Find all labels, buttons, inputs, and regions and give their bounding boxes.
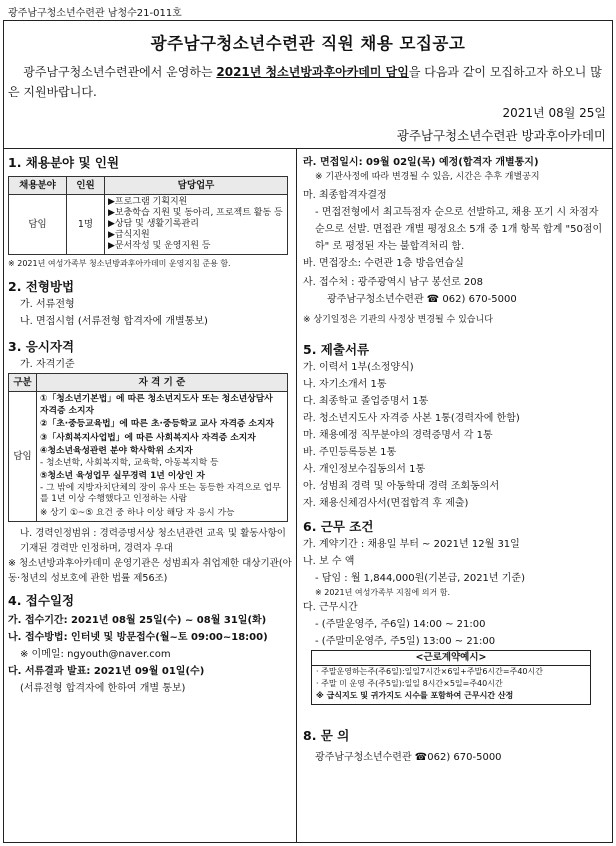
qualification-table <box>8 373 288 522</box>
application-email: ※ 이메일: ngyouth@naver.com <box>20 649 171 660</box>
interview-note: ※ 기관사정에 따라 변경될 수 있음, 시간은 추후 개별공지 <box>315 172 540 182</box>
section-2-title: 2. 전형방법 <box>8 279 75 294</box>
final-decision-detail: - 면접전형에서 최고득점자 순으로 선발하고, 채용 포기 시 차점자 순으로 선발. 면접관 개별 평정요소 5개 중 1개 항목 합계 "50점이하" 로 평정된 자는 불합격처리 함. <box>315 207 603 252</box>
qualification-cell <box>37 392 288 522</box>
duty-item: ▶급식지원 <box>108 230 150 240</box>
qualification-item: ③「사회복지사업법」에 따른 사회복지사 자격증 소지자 <box>40 432 256 443</box>
field-cell: 담임 <box>9 392 37 522</box>
qualification-item: ④청소년육성관련 분야 학사학위 소지자 <box>40 446 193 456</box>
list-item: 자. 채용신체검사서(면접합격 후 제출) <box>303 498 469 509</box>
table-header: 자 격 기 준 <box>37 374 288 392</box>
career-range: 나. 경력인정범위 : 경력증명서상 청소년관련 교육 및 활동사항이 기재된 경력만 인정하며, 경력자 우대 <box>20 528 286 554</box>
list-item: 아. 성범죄 경력 및 아동학대 경력 조회동의서 <box>303 481 500 492</box>
application-address: 사. 접수처 : 광주광역시 남구 봉선로 208 <box>303 277 483 288</box>
section-3-title: 3. 응시자격 <box>8 339 75 354</box>
table-header: 인원 <box>67 177 105 195</box>
result-announcement: 다. 서류결과 발표: 2021년 09월 01일(수) <box>8 666 205 677</box>
table-header: 채용분야 <box>9 177 67 195</box>
qualification-subtitle: 가. 자격기준 <box>20 359 75 370</box>
section-3-note: ※ 청소년방과후아카데미 운영기관은 성범죄자 취업제한 대상기관(아동·청년의 성보호에 관한 법률 제56조) <box>8 558 292 584</box>
work-hours-weekday: - (주말미운영주, 주5일) 13:00 ~ 21:00 <box>315 636 496 647</box>
contract-line: · 주말 미 운영 주(주5일):일일 8시간×5일=주40시간 <box>316 679 503 688</box>
issuing-org: 광주남구청소년수련관 방과후아카데미 <box>396 128 606 143</box>
application-method: 나. 접수방법: 인터넷 및 방문접수(월~토 09:00~18:00) <box>8 632 268 643</box>
list-item: 다. 최종학교 졸업증명서 1통 <box>303 396 429 407</box>
salary-detail: - 담임 : 월 1,844,000원(기본급, 2021년 기준) <box>315 573 525 584</box>
application-period: 가. 접수기간: 2021년 08월 25일(수) ~ 08월 31일(화) <box>8 615 267 626</box>
contract-line: · 주말운영하는주(주6일):일일7시간×6일+주말6시간=주40시간 <box>316 667 543 676</box>
duty-item: ▶프로그램 기획지원 <box>108 197 188 207</box>
column-divider <box>296 148 297 843</box>
result-note: (서류전형 합격자에 한하여 개별 통보) <box>20 683 186 694</box>
contract-line: ※ 급식지도 및 귀가지도 시수를 포함하여 근무시간 산정 <box>316 691 514 700</box>
intro-post: 을 다음과 같이 모집하고자 하오니 많은 지원바랍니다. <box>8 65 602 99</box>
work-hours-weekend: - (주말운영주, 주6일) 14:00 ~ 21:00 <box>315 619 486 630</box>
screening-step: 나. 면접시험 (서류전형 합격자에 개별통보) <box>20 316 208 327</box>
left-column <box>8 154 292 697</box>
list-item: 나. 자기소개서 1통 <box>303 379 387 390</box>
table-header: 담당업무 <box>105 177 288 195</box>
qualification-item: ⑤청소년 육성업무 실무경력 1년 이상인 자 <box>40 471 205 481</box>
duty-item: ▶상담 및 생활기록관리 <box>108 219 199 229</box>
table-header: 구분 <box>9 374 37 392</box>
recruitment-table <box>8 176 288 255</box>
contract-example-box <box>311 650 591 705</box>
duty-item: ▶보충학습 지원 및 동아리, 프로젝트 활동 등 <box>108 208 283 218</box>
header-divider <box>3 148 613 149</box>
intro-pre: 광주남구청소년수련관에서 운영하는 <box>23 65 217 79</box>
inquiry-contact: 광주남구청소년수련관 ☎062) 670-5000 <box>315 752 502 763</box>
contract-title: <근로계약예시> <box>312 651 590 666</box>
document-number: 광주남구청소년수련관 남청수21-011호 <box>8 8 182 19</box>
section-5-title: 5. 제출서류 <box>303 342 370 357</box>
list-item: 가. 이력서 1부(소정양식) <box>303 362 414 373</box>
contract-period: 가. 계약기간 : 채용일 부터 ~ 2021년 12월 31일 <box>303 539 520 550</box>
salary-title: 나. 보 수 액 <box>303 556 355 567</box>
field-cell: 담임 <box>9 195 67 255</box>
count-cell: 1명 <box>67 195 105 255</box>
intro-position: 2021년 청소년방과후아카데미 담임 <box>216 65 409 79</box>
duty-item: ▶문서작성 및 운영지원 등 <box>108 241 211 251</box>
section-1-title: 1. 채용분야 및 인원 <box>8 155 120 170</box>
qualification-note: ※ 상기 ①~⑤ 요건 중 하나 이상 해당 자 응시 가능 <box>40 507 235 518</box>
qualification-item: ②「초·중등교육법」에 따른 초·중등학교 교사 자격증 소지자 <box>40 419 274 429</box>
interview-place: 바. 면접장소: 수련관 1층 방음연습실 <box>303 258 464 269</box>
qualification-item: ①「청소년기본법」에 따른 청소년지도사 또는 청소년상담사 자격증 소지자 <box>40 394 273 416</box>
document-list <box>303 359 607 512</box>
duties-cell <box>105 195 288 255</box>
section-1-note: ※ 2021년 여성가족부 청소년방과후아카데미 운영지침 준용 함. <box>8 259 231 268</box>
list-item: 라. 청소년지도사 자격증 사본 1통(경력자에 한함) <box>303 413 520 424</box>
page-title: 광주남구청소년수련관 직원 채용 모집공고 <box>150 34 466 53</box>
section-6-title: 6. 근무 조건 <box>303 519 374 534</box>
qualification-detail: - 청소년학, 사회복지학, 교육학, 아동복지학 등 <box>40 457 219 468</box>
list-item: 마. 채용예정 직무분야의 경력증명서 각 1통 <box>303 430 493 441</box>
notice-date: 2021년 08월 25일 <box>502 106 606 120</box>
interview-date: 라. 면접일시: 09월 02일(목) 예정(합격자 개별통지) <box>303 157 539 168</box>
list-item: 사. 개인정보수집동의서 1통 <box>303 464 426 475</box>
schedule-note: ※ 상기일정은 기관의 사정상 변경될 수 있습니다 <box>303 315 493 325</box>
qualification-detail: - 그 밖에 지방자치단체의 장이 유사 또는 동등한 자격으로 업무를 1년 이상 수행했다고 인정하는 사람 <box>40 482 281 504</box>
work-hours-title: 다. 근무시간 <box>303 602 358 613</box>
screening-step: 가. 서류전형 <box>20 299 75 310</box>
section-4-title: 4. 접수일정 <box>8 593 75 608</box>
salary-note: ※ 2021년 여성가족부 지침에 의거 함. <box>315 588 451 597</box>
list-item: 바. 주민등록등본 1통 <box>303 447 397 458</box>
section-8-title: 8. 문 의 <box>303 728 350 743</box>
application-contact: 광주남구청소년수련관 ☎ 062) 670-5000 <box>327 294 517 305</box>
final-decision: 마. 최종합격자결정 <box>303 190 387 201</box>
right-column <box>303 154 607 766</box>
intro-paragraph <box>8 62 608 102</box>
